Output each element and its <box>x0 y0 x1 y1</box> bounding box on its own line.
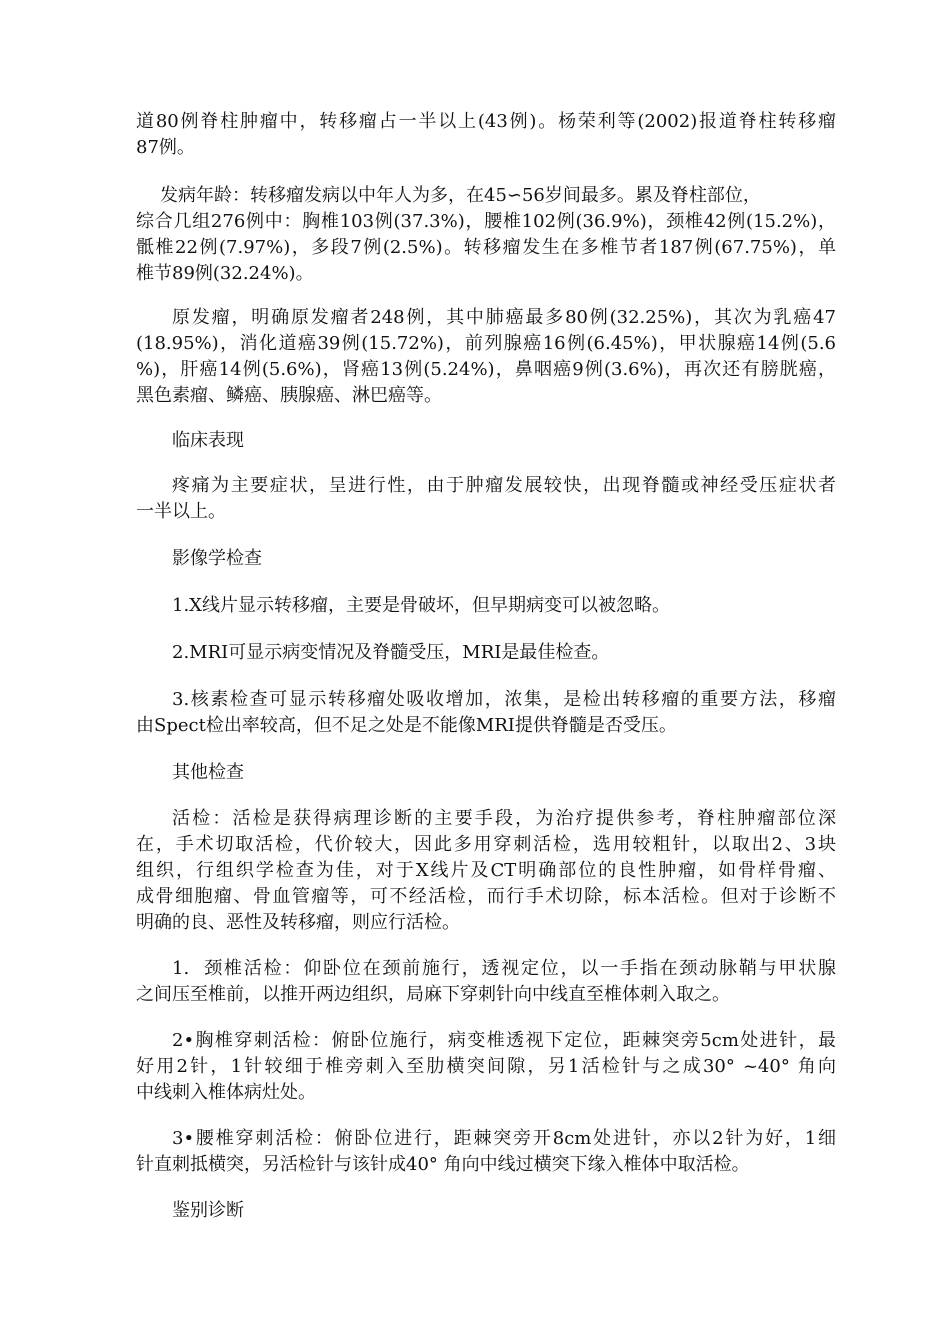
list-item: 3.核素检查可显示转移瘤处吸收增加，浓集，是检出转移瘤的重要方法，移瘤 <box>172 689 836 710</box>
text-line: 针直刺抵横突，另活检针与该针成40° 角向中线过横突下缘入椎体中取活检。 <box>136 1154 750 1175</box>
text-line: 明确的良、恶性及转移瘤，则应行活检。 <box>136 912 460 933</box>
text-line: 道80例脊柱肿瘤中，转移瘤占一半以上(43例)。杨荣利等(2002)报道脊柱转移瘤 <box>136 111 836 132</box>
list-item: 1. 颈椎活检：仰卧位在颈前施行，透视定位，以一手指在颈动脉鞘与甲状腺 <box>172 958 836 979</box>
text-line: 成骨细胞瘤、骨血管瘤等，可不经活检，而行手术切除，标本活检。但对于诊断不 <box>136 886 836 907</box>
text-line: 疼痛为主要症状，呈进行性，由于肿瘤发展较快，出现脊髓或神经受压症状者 <box>172 475 836 496</box>
list-item: 3•腰椎穿刺活检：俯卧位进行，距棘突旁开8cm处进针，亦以2针为好，1细 <box>172 1128 836 1149</box>
text-line: 黑色素瘤、鳞癌、胰腺癌、淋巴癌等。 <box>136 385 442 406</box>
text-line: 椎节89例(32.24%)。 <box>136 263 314 284</box>
text-line: 中线刺入椎体病灶处。 <box>136 1082 316 1103</box>
section-heading: 影像学检查 <box>172 548 262 569</box>
text-line: 原发瘤，明确原发瘤者248例，其中肺癌最多80例(32.25%)，其次为乳癌47 <box>172 307 836 328</box>
text-line: 由Spect检出率较高，但不足之处是不能像MRI提供脊髓是否受压。 <box>136 715 677 736</box>
text-line: 之间压至椎前，以推开两边组织，局麻下穿刺针向中线直至椎体刺入取之。 <box>136 984 730 1005</box>
text-line: 发病年龄：转移瘤发病以中年人为多，在45∽56岁间最多。累及脊柱部位， <box>160 185 761 206</box>
section-heading: 其他检查 <box>172 762 244 783</box>
text-line: 综合几组276例中：胸椎103例(37.3%)，腰椎102例(36.9%)，颈椎42例(15.2%)， <box>136 211 836 232</box>
text-line: 组织，行组织学检查为佳，对于X线片及CT明确部位的良性肿瘤，如骨样骨瘤、 <box>136 860 836 881</box>
section-heading: 鉴别诊断 <box>172 1200 244 1221</box>
list-item: 2•胸椎穿刺活检：俯卧位施行，病变椎透视下定位，距棘突旁5cm处进针，最 <box>172 1030 836 1051</box>
text-line: 87例。 <box>136 137 195 158</box>
list-item: 1.X线片显示转移瘤，主要是骨破坏，但早期病变可以被忽略。 <box>172 595 670 616</box>
text-line: 在，手术切取活检，代价较大，因此多用穿刺活检，选用较粗针，以取出2、3块 <box>136 834 836 855</box>
list-item: 2.MRI可显示病变情况及脊髓受压，MRI是最佳检查。 <box>172 642 610 663</box>
text-line: (18.95%)，消化道癌39例(15.72%)，前列腺癌16例(6.45%)，甲状腺癌14例(5.6 <box>136 333 836 354</box>
text-line: 骶椎22例(7.97%)，多段7例(2.5%)。转移瘤发生在多椎节者187例(67.75%)，单 <box>136 237 836 258</box>
text-line: 一半以上。 <box>136 501 226 522</box>
text-line: 好用2针，1针较细于椎旁刺入至肋横突间隙，另1活检针与之成30° ~40° 角向 <box>136 1056 836 1077</box>
text-line: %)，肝癌14例(5.6%)，肾癌13例(5.24%)，鼻咽癌9例(3.6%)，再次还有膀胱癌， <box>136 359 836 380</box>
text-line: 活检：活检是获得病理诊断的主要手段，为治疗提供参考，脊柱肿瘤部位深 <box>172 808 836 829</box>
section-heading: 临床表现 <box>172 430 244 451</box>
